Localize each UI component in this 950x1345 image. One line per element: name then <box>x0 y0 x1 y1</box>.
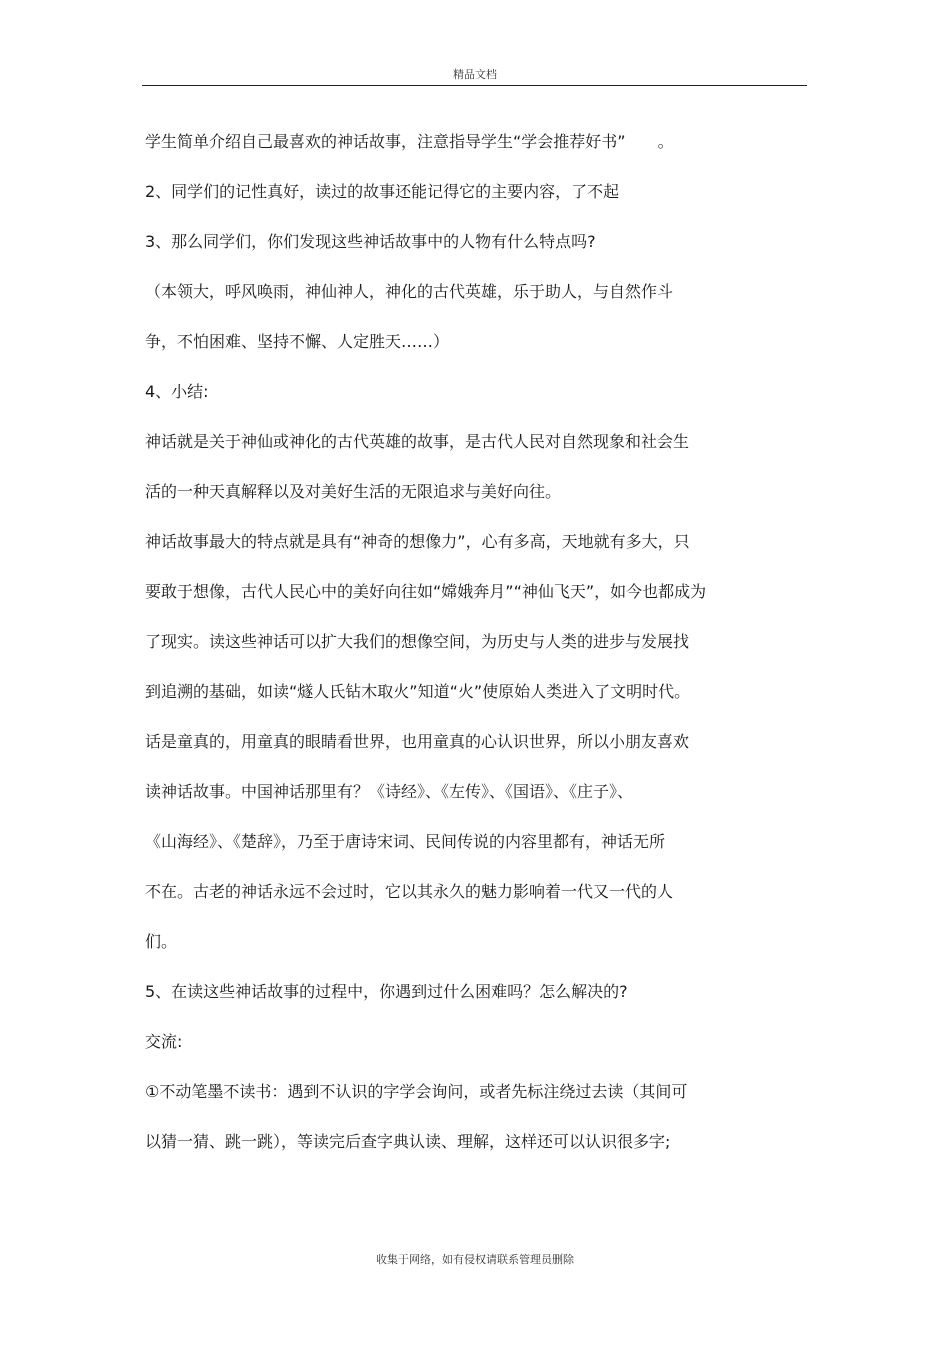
text-line: 到追溯的基础，如读“燧人氏钻木取火”知道“火”使原始人类进入了文明时代。 <box>145 682 691 701</box>
header-divider <box>142 85 807 86</box>
page-header-label: 精品文档 <box>453 68 497 81</box>
text-line: 5、在读这些神话故事的过程中，你遇到过什么困难吗？怎么解决的? <box>145 982 628 1001</box>
text-line: 4、小结: <box>145 382 209 401</box>
text-line: 们。 <box>145 932 178 951</box>
text-line: 交流: <box>145 1032 183 1051</box>
document-body <box>145 128 810 1178</box>
text-line: 3、那么同学们，你们发现这些神话故事中的人物有什么特点吗? <box>145 232 596 251</box>
text-line: 以猜一猜、跳一跳），等读完后查字典认读、理解，这样还可以认识很多字; <box>145 1132 671 1151</box>
text-line: 神话故事最大的特点就是具有“神奇的想像力”，心有多高，天地就有多大，只 <box>145 532 690 551</box>
text-line: 《山海经》、《楚辞》，乃至于唐诗宋词、民间传说的内容里都有，神话无所 <box>145 832 666 851</box>
text-line: 争，不怕困难、坚持不懈、人定胜天……） <box>145 332 450 351</box>
text-line: 了现实。读这些神话可以扩大我们的想像空间，为历史与人类的进步与发展找 <box>145 632 690 651</box>
text-line: 神话就是关于神仙或神化的古代英雄的故事，是古代人民对自然现象和社会生 <box>145 432 690 451</box>
text-line: 话是童真的，用童真的眼睛看世界，也用童真的心认识世界，所以小朋友喜欢 <box>145 732 690 751</box>
text-line: 要敢于想像，古代人民心中的美好向往如“嫦娥奔月”“神仙飞天”，如今也都成为 <box>145 582 707 601</box>
text-line: 不在。古老的神话永远不会过时，它以其永久的魅力影响着一代又一代的人 <box>145 882 674 901</box>
text-line: （本领大，呼风唤雨，神仙神人，神化的古代英雄，乐于助人，与自然作斗 <box>145 282 674 301</box>
text-line: 2、同学们的记性真好，读过的故事还能记得它的主要内容，了不起 <box>145 182 620 201</box>
page-footer-label: 收集于网络，如有侵权请联系管理员删除 <box>376 1253 574 1266</box>
text-line: 学生简单介绍自己最喜欢的神话故事，注意指导学生“学会推荐好书” 。 <box>145 132 674 151</box>
text-line: ①不动笔墨不读书：遇到不认识的字学会询问，或者先标注绕过去读（其间可 <box>145 1082 688 1101</box>
text-line: 读神话故事。中国神话那里有？《诗经》、《左传》、《国语》、《庄子》、 <box>145 782 634 801</box>
text-line: 活的一种天真解释以及对美好生活的无限追求与美好向往。 <box>145 482 562 501</box>
